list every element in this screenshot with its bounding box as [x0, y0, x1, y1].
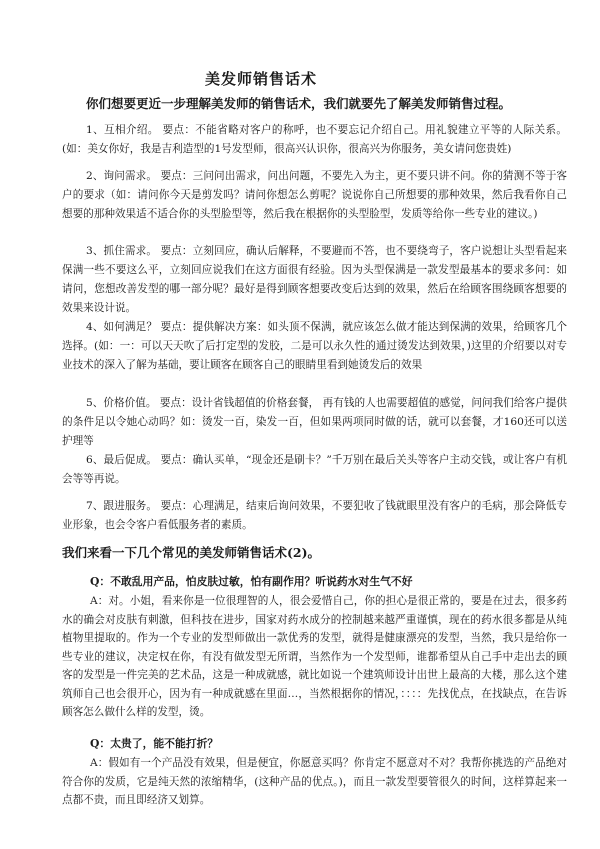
step-paragraph-introduction: 1、互相介绍。 要点：不能省略对客户的称呼，也不要忘记介绍自己。用礼貌建立平等的人际关系。(如：美女你好，我是吉利造型的1号发型师，很高兴认识你，很高兴为你服务，美女请问您贵姓)	[62, 124, 567, 155]
page-title: 美发师销售话术	[205, 70, 318, 88]
step-paragraph-price-value: 5、价格价值。 要点：设计省钱超值的价格套餐， 再有钱的人也需要超值的感觉，问问我们给客户提供的条件足以令她心动吗？如：烫发一百，染发一百，但如果两项同时做的话，就可以套餐，才160还可以送护理等	[62, 397, 567, 447]
question-price: Q：太贵了，能不能打折？	[90, 737, 219, 750]
step-paragraph-grasp-needs: 3、抓住需求。 要点：立刻回应，确认后解释，不要避而不答，也不要绕弯子，客户说想让头型看起来保满一些不要这么平，立刻回应说我们在这方面很有经验。因为头型保满是一款发型最基本的要求多问：如 请问，您想改善发型的哪一部分呢？最好是得到顾客想要改变后达到的效果，然后在给顾客围绕顾客想要的效果来设计说。	[62, 245, 567, 314]
section-heading: 我们来看一下几个常见的美发师销售话术(2)。	[62, 545, 321, 560]
step-paragraph-close-deal: 6、最后促成。 要点：确认买单，“现金还是刷卡？”千万别在最后关头等客户主动交钱，或让客户有机会等等再说。	[62, 454, 567, 485]
answer-price: A：假如有一个产品没有效果，但是便宜，你愿意买吗？你肯定不愿意对不对？我帮你挑选的产品绝对符合你的发质，它是纯天然的浓缩精华，(这种产品的优点。)，而且一款发型要管很久的时间，这样算起来一点都不贵，而且即经济又划算。	[62, 757, 567, 806]
page-subtitle: 你们想要更近一步理解美发师的销售话术，我们就要先了解美发师销售过程。	[86, 96, 512, 111]
step-paragraph-satisfy: 4、如何满足？ 要点：提供解决方案：如头顶不保满，就应该怎么做才能达到保满的效果，给顾客几个选择。(如：一：可以天天吹了后打定型的发胶，二是可以永久性的通过烫发达到效果，)这里的介绍要以对专业技术的深入了解为基础，要让顾客在顾客自己的眼睛里看到她烫发后的效果	[62, 321, 567, 371]
step-paragraph-ask-needs: 2、询问需求。 要点：三问问出需求，问出问题，不要先入为主，更不要只讲不问。你的猜测不等于客户的要求（如：请问你今天是剪发吗？请问你想怎么剪呢？说说你自己所想要的那种效果，然后我看你自己想要的那种效果适不适合你的头型脸型等，然后我在根据你的头型脸型，发质等给你一些专业的建议。)	[62, 170, 567, 220]
answer-allergy: A：对。小姐，看来你是一位很理智的人，很会爱惜自己，你的担心是很正常的，要是在过去，很多药水的确会对皮肤有刺激，但科技在进步，国家对药水成分的控制越来越严重谨慎，现在的药水很多都是从纯植物里提取的。作为一个专业的发型师做出一款优秀的发型，就得是健康漂亮的发型，当然，我只是给你一些专业的建议，决定权在你，有没有做发型无所谓，当然作为一个发型师，谁都希望从自己手中走出去的顾客的发型是一件完美的艺术品，这是一种成就感，就比如说一个建筑师设计出世上最高的大楼，那么这个建筑师自己也会很开心，因为有一种成就感在里面…，当然根据你的情况，：：：：先找优点，在找缺点，在告诉顾客怎么做什么样的发型，烫。	[62, 595, 567, 718]
step-paragraph-follow-up: 7、跟进服务。 要点：心理满足，结束后询问效果，不要犯收了钱就眼里没有客户的毛病，那会降低专业形象，也会令客户看低服务者的素质。	[62, 500, 567, 531]
question-allergy: Q：不敢乱用产品，怕皮肤过敏，怕有副作用？听说药水对生气不好	[90, 575, 413, 588]
